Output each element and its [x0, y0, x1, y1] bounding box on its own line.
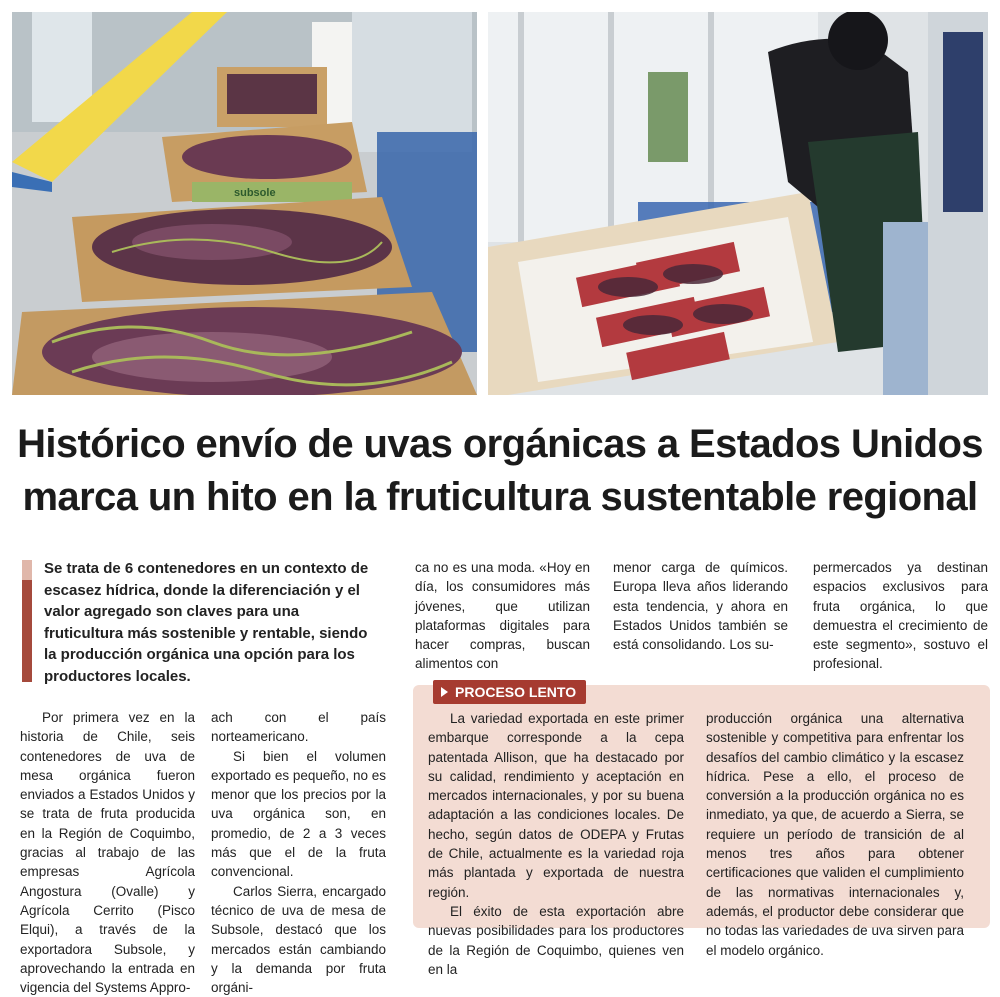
headline — [10, 418, 990, 524]
body-column-4: menor carga de químicos. Europa lleva años liderando esta tendencia, y ahora en Estados Unidos también se está consolidando. Los su- — [613, 560, 788, 653]
body-column-5: permercados ya destinan espacios exclusivos para fruta orgánica, lo que demuestra el crecimiento de este segmento», sostuvo el profesional. — [813, 560, 988, 672]
sidebar-paragraph-1: La variedad exportada en este primer embarque corresponde a la cepa patentada Allison, que ha destacado por su calidad, rendimiento y aceptación en mercados internacionales, y por su buena adaptación a las condiciones locales. De hecho, según datos de ODEPA y Frutas de Chile, actualmente es la variedad roja más plantada y exportada de nuestra región. — [428, 711, 684, 900]
photo-packing-worker — [488, 12, 988, 395]
sidebar-tag — [433, 680, 586, 704]
play-triangle-icon — [441, 687, 448, 697]
body-paragraph-3: Carlos Sierra, encargado técnico de uva de mesa de Subsole, destacó que los mercados están cambiando y la demanda por fruta orgáni- — [211, 883, 386, 996]
lead-accent-bar — [22, 560, 32, 682]
sidebar-tag-label: PROCESO LENTO — [455, 684, 577, 700]
body-paragraph-1: Por primera vez en la historia de Chile, seis contenedores de uva de mesa orgánica fueron enviados a Estados Unidos y se trata de fruta producida en la Región de Coquimbo, gracias al trabajo de las empresas Agrícola Angostura (Ovalle) y Agrícola Cerrito (Pisco Elqui), a través de la exportadora Subsole, y aprovechando la entrada en vigencia del Systems Appro- — [20, 710, 195, 996]
sidebar-paragraph-2: El éxito de esta exportación abre nuevas posibilidades para los productores de la Región de Coquimbo, quienes ven en la — [428, 903, 684, 977]
headline-line-1: Histórico envío de uvas orgánicas a Estados Unidos — [17, 422, 983, 466]
lead-paragraph: Se trata de 6 contenedores en un contexto de escasez hídrica, donde la diferenciación y el valor agregado son claves para una fruticultura más sostenible y rentable, siendo la producción orgánica una opción para los productores locales. — [44, 560, 369, 685]
body-paragraph-2: Si bien el volumen exportado es pequeño, no es menor que los precios por la uva orgánica son, en promedio, de 2 a 3 veces más que el de la fruta convencional. — [211, 748, 386, 880]
svg-text:subsole: subsole — [234, 187, 276, 199]
body-column-3: ca no es una moda. «Hoy en día, los consumidores más jóvenes, que utilizan plataformas digitales para hacer compras, buscan alimentos con — [415, 560, 590, 672]
sidebar-column-2: producción orgánica una alternativa sostenible y competitiva para enfrentar los desafíos del cambio climático y la escasez hídrica. Pese a ello, el proceso de conversión a la producción orgánica no es inmediato, ya que, de acuerdo a Sierra, se requiere un período de transición de al menos tres años para obtener certificaciones que validen el cumplimiento de las normativas internacionales y, además, el productor debe considerar que no todas las variedades de uva sirven para el modelo orgánico. — [706, 711, 964, 958]
body-column-1 — [20, 708, 195, 997]
body-column-2: ach con el país norteamericano. Si bien el volumen exportado es pequeño, no es menor que los precios por la uva orgánica son, en promedio, de 2 a 3 veces más que el de la fruta convencional. Carlos Sierra, encargado técnico de uva de mesa de Subsole, destacó que los mercados están cambiando y la demanda por fruta orgáni- — [211, 708, 386, 997]
photo-grape-boxes — [12, 12, 477, 395]
sidebar-column-1 — [428, 709, 684, 979]
sidebar-box — [413, 684, 990, 977]
headline-line-2: marca un hito en la fruticultura sustentable regional — [22, 475, 978, 519]
